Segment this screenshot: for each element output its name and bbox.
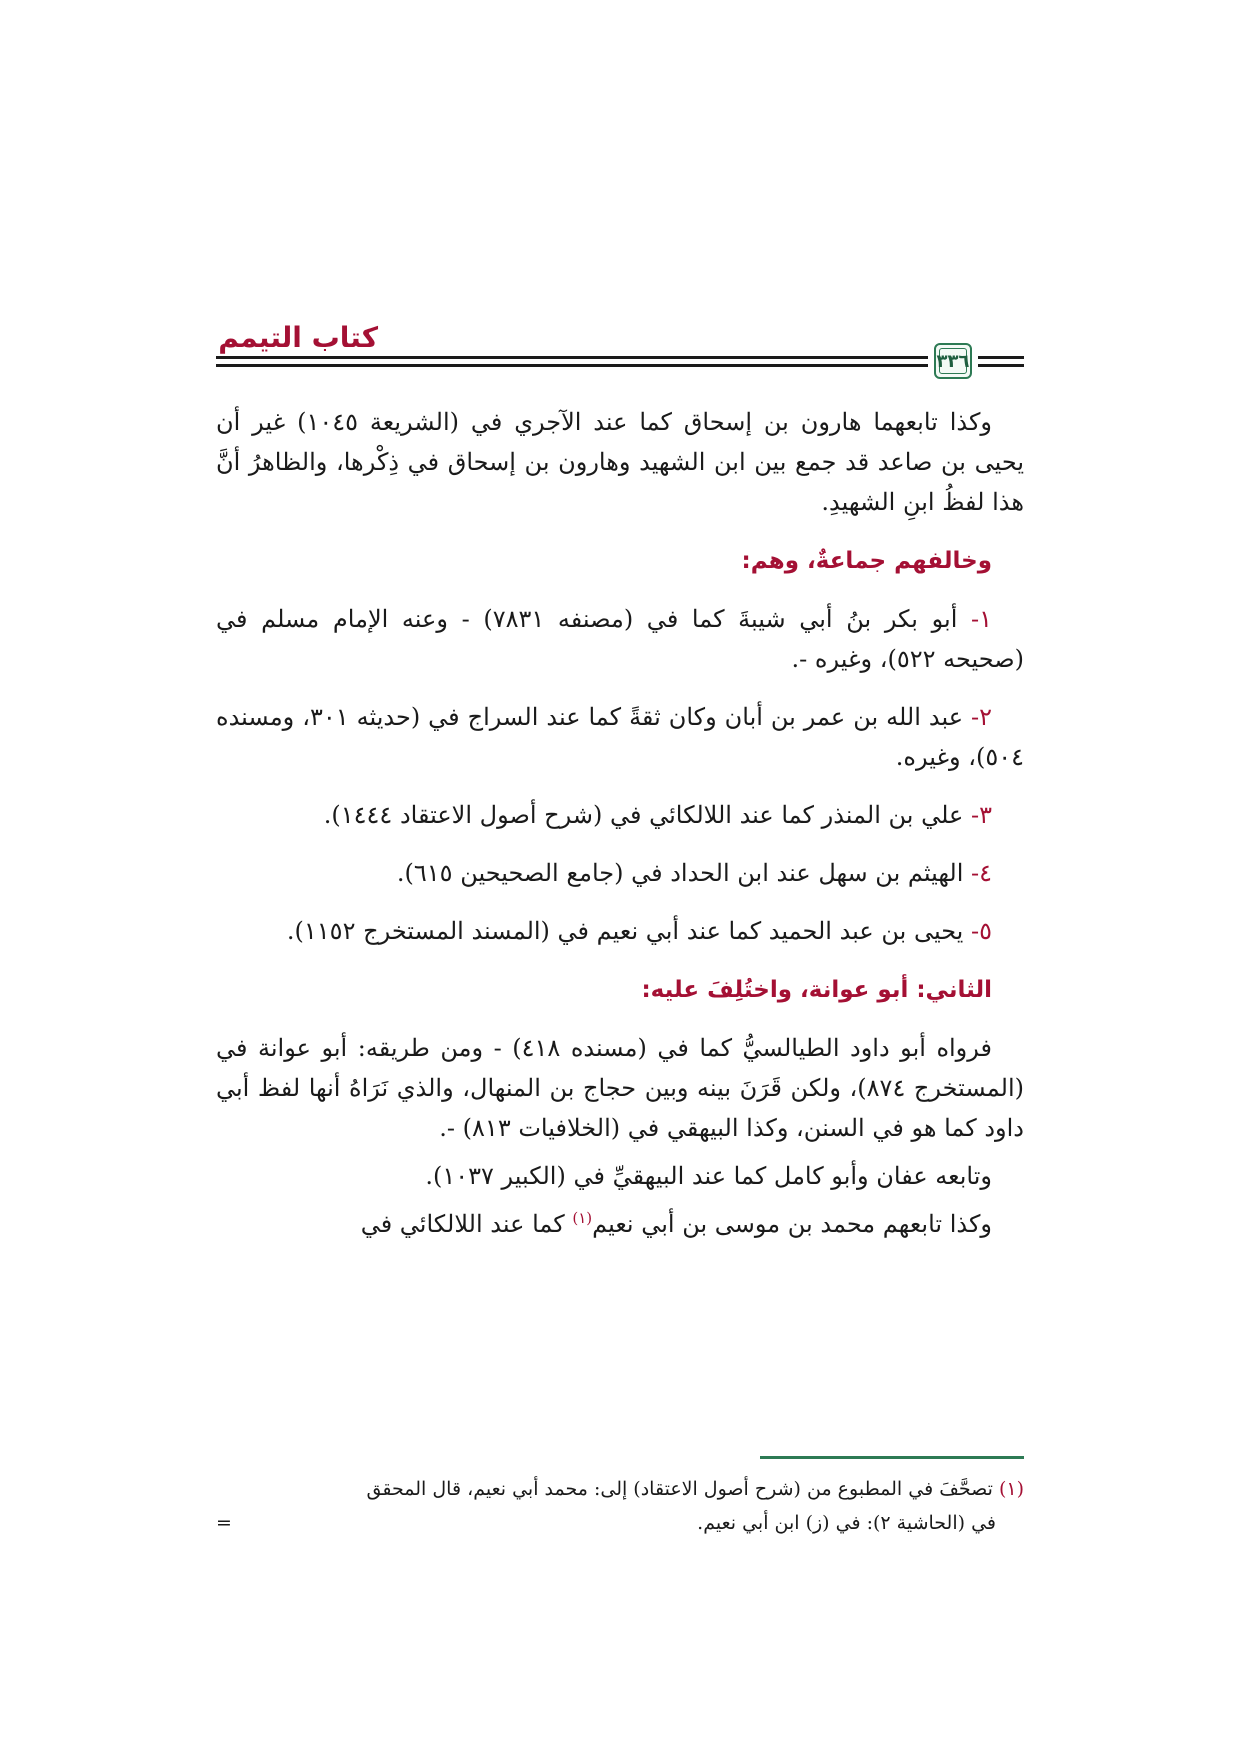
page-number-badge bbox=[934, 343, 972, 379]
footnote-reference[interactable]: (١) bbox=[572, 1209, 593, 1227]
section-heading bbox=[216, 540, 1024, 581]
footnote-text: في (الحاشية ٢): في (ز) ابن أبي نعيم. bbox=[697, 1512, 996, 1534]
footnote-text: تصحَّفَ في المطبوع من (شرح أصول الاعتقاد) إلى: محمد أبي نعيم، قال المحقق bbox=[366, 1478, 999, 1500]
footnote-line bbox=[216, 1472, 1024, 1506]
list-text: علي بن المنذر كما عند اللالكائي في (شرح أصول الاعتقاد ١٤٤٤). bbox=[323, 801, 971, 829]
paragraph bbox=[216, 1204, 1024, 1244]
footnote bbox=[216, 1472, 1024, 1540]
page-number: ٣٣٦ bbox=[936, 350, 970, 372]
list-number: ٤- bbox=[971, 859, 992, 887]
list-text: أبو بكر بنُ أبي شيبةَ كما في (مصنفه ٧٨٣١) - وعنه الإمام مسلم في (صحيحه ٥٢٢)، وغيره -. bbox=[216, 605, 1024, 673]
list-number: ٣- bbox=[971, 801, 992, 829]
footnote-continuation-mark: = bbox=[216, 1512, 232, 1534]
list-item bbox=[216, 795, 1024, 835]
list-text: الهيثم بن سهل عند ابن الحداد في (جامع الصحيحين ٦١٥). bbox=[396, 859, 971, 887]
list-text: يحيى بن عبد الحميد كما عند أبي نعيم في (المسند المستخرج ١١٥٢). bbox=[286, 917, 971, 945]
paragraph: فرواه أبو داود الطيالسيُّ كما في (مسنده ٤١٨) - ومن طريقه: أبو عوانة في (المستخرج ٨٧٤)، ولكن قَرَنَ بينه وبين حجاج بن المنهال، والذي نَرَاهُ أنها لفظ أبي داود كما هو في السنن، وكذا البيهقي في (الخلافيات ٨١٣) -. bbox=[216, 1034, 1024, 1142]
paragraph-text: كما عند اللالكائي في bbox=[360, 1210, 573, 1238]
body-text bbox=[216, 402, 1024, 1252]
footnote-line bbox=[216, 1506, 1024, 1540]
list-text: عبد الله بن عمر بن أبان وكان ثقةً كما عند السراج في (حديثه ٣٠١، ومسنده ٥٠٤)، وغيره. bbox=[216, 703, 1024, 771]
footnote-mark: (١) bbox=[998, 1478, 1024, 1500]
header-rule-top-right bbox=[978, 356, 1024, 359]
header-rule-bottom-right bbox=[978, 364, 1024, 367]
running-title: كتاب التيمم bbox=[218, 321, 378, 354]
section-heading bbox=[216, 969, 1024, 1010]
list-item bbox=[216, 853, 1024, 893]
list-number: ١- bbox=[971, 605, 993, 633]
paragraph-text: وكذا تابعهم محمد بن موسى بن أبي نعيم bbox=[592, 1210, 992, 1238]
paragraph: وتابعه عفان وأبو كامل كما عند البيهقيِّ في (الكبير ١٠٣٧). bbox=[425, 1162, 992, 1190]
list-item bbox=[216, 599, 1024, 679]
list-number: ٥- bbox=[971, 917, 992, 945]
list-item bbox=[216, 911, 1024, 951]
header-rule-bottom-left bbox=[216, 364, 928, 367]
heading-text: وخالفهم جماعةٌ، وهم: bbox=[741, 548, 992, 574]
footnote-separator bbox=[760, 1456, 1024, 1459]
heading-text: الثاني: أبو عوانة، واختُلِفَ عليه: bbox=[641, 977, 992, 1003]
list-number: ٢- bbox=[971, 703, 992, 731]
list-item bbox=[216, 697, 1024, 777]
paragraph: وكذا تابعهما هارون بن إسحاق كما عند الآجري في (الشريعة ١٠٤٥) غير أن يحيى بن صاعد قد جمع بين ابن الشهيد وهارون بن إسحاق في ذِكْرها، والظاهرُ أنَّ هذا لفظُ ابنِ الشهيدِ. bbox=[216, 408, 1024, 516]
header-rule-top-left bbox=[216, 356, 928, 359]
